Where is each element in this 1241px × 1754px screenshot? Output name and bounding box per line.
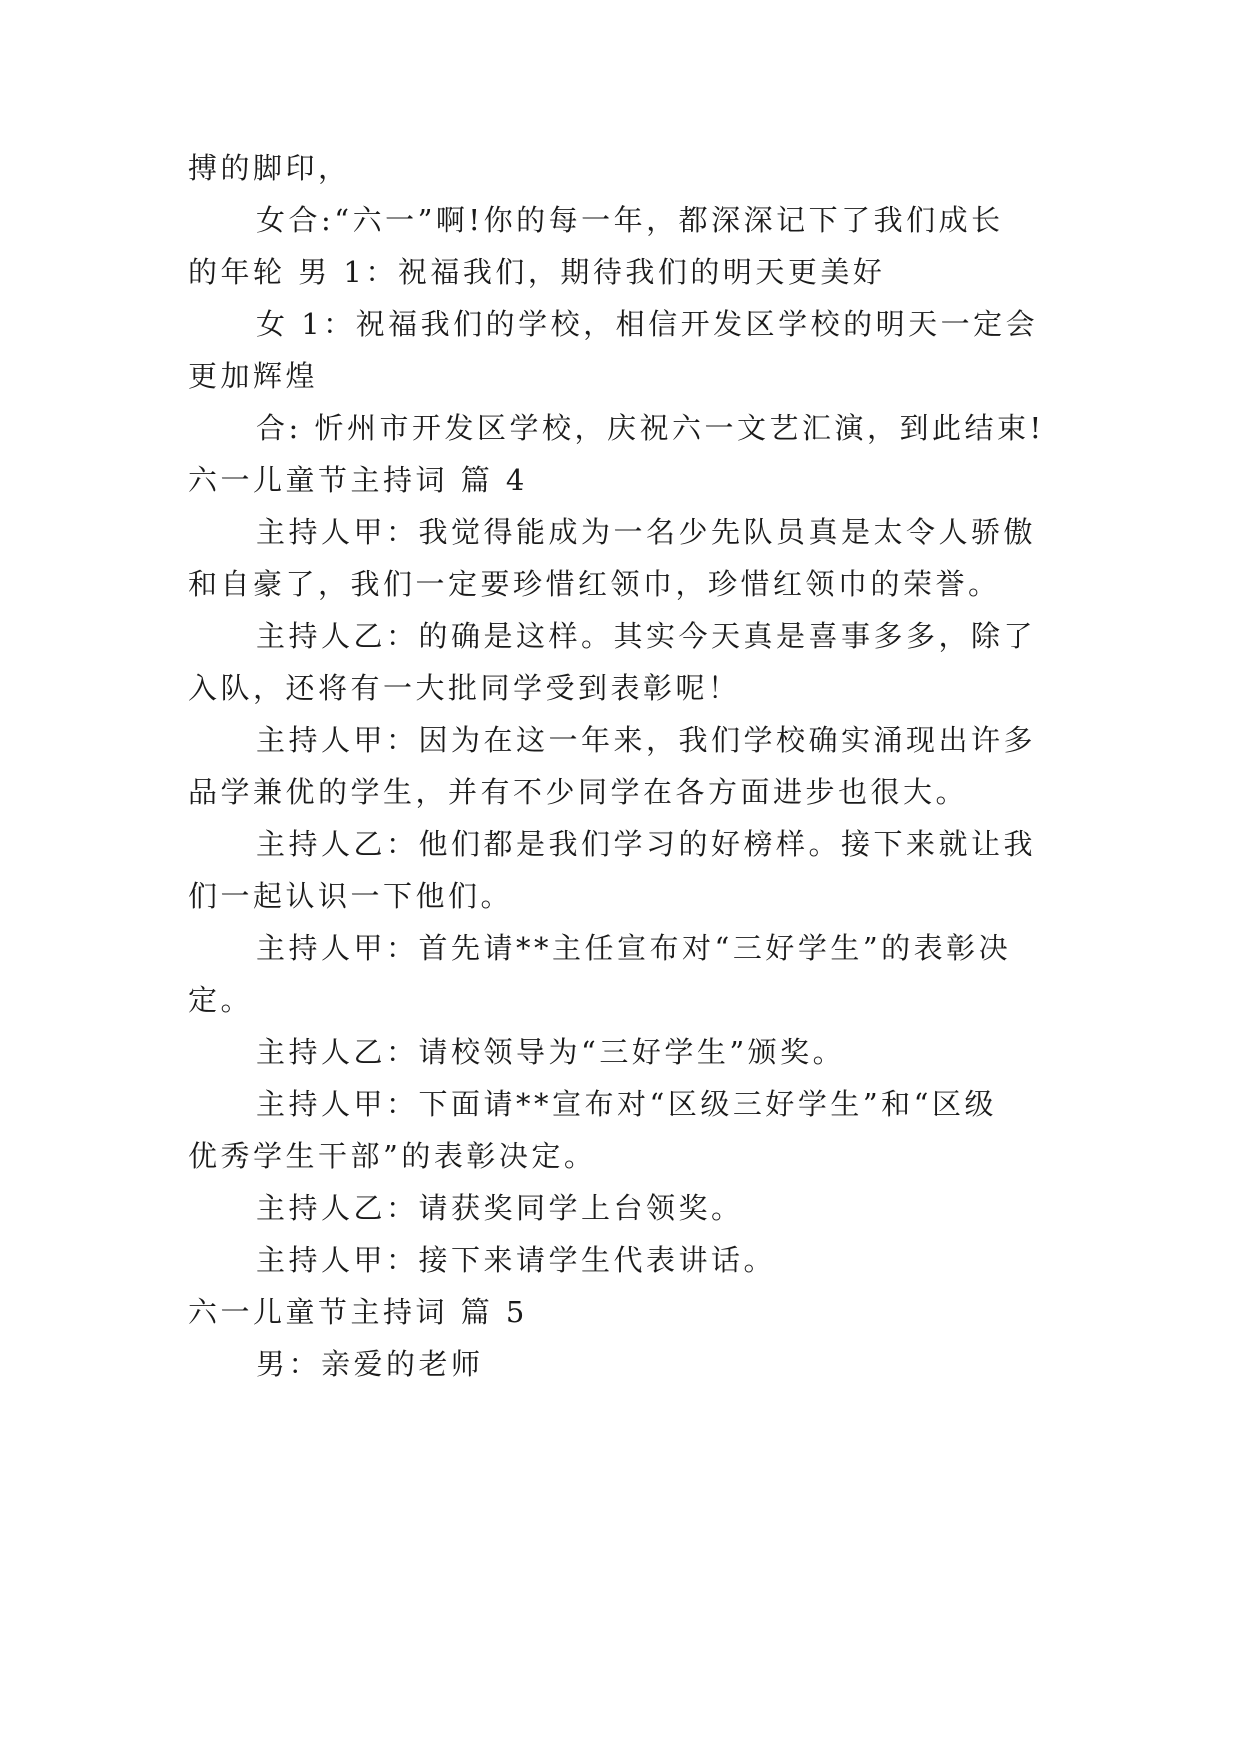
text-line: 主持人甲：下面请**宣布对“区级三好学生”和“区级 xyxy=(256,1087,997,1121)
text-line: 主持人甲：接下来请学生代表讲话。 xyxy=(256,1243,777,1277)
text-line: 的年轮 男 1：祝福我们，期待我们的明天更美好 xyxy=(188,255,886,289)
text-line: 更加辉煌 xyxy=(188,359,319,393)
text-line: 优秀学生干部”的表彰决定。 xyxy=(188,1139,597,1173)
text-line: 主持人乙：他们都是我们学习的好榜样。接下来就让我 xyxy=(256,827,1037,861)
text-line: 主持人乙：请校领导为“三好学生”颁奖。 xyxy=(256,1035,846,1069)
text-line: 女合:“六一”啊!你的每一年，都深深记下了我们成长 xyxy=(256,203,1004,237)
text-line: 主持人甲：因为在这一年来，我们学校确实涌现出许多 xyxy=(256,723,1037,757)
section-heading: 六一儿童节主持词 篇 5 xyxy=(188,1295,528,1329)
text-line: 女 1：祝福我们的学校，相信开发区学校的明天一定会 xyxy=(256,307,1039,341)
text-line: 合: 忻州市开发区学校，庆祝六一文艺汇演，到此结束! xyxy=(256,411,1045,445)
text-line: 入队，还将有一大批同学受到表彰呢！ xyxy=(188,671,741,705)
text-line: 主持人乙：的确是这样。其实今天真是喜事多多，除了 xyxy=(256,619,1037,653)
text-line: 和自豪了，我们一定要珍惜红领巾，珍惜红领巾的荣誉。 xyxy=(188,567,1001,601)
text-line: 主持人乙：请获奖同学上台领奖。 xyxy=(256,1191,744,1225)
text-line: 定。 xyxy=(188,983,254,1017)
text-line: 品学兼优的学生，并有不少同学在各方面进步也很大。 xyxy=(188,775,969,809)
text-line: 搏的脚印， xyxy=(188,151,351,185)
text-line: 男：亲爱的老师 xyxy=(256,1347,484,1381)
text-line: 主持人甲：我觉得能成为一名少先队员真是太令人骄傲 xyxy=(256,515,1037,549)
text-line: 主持人甲：首先请**主任宣布对“三好学生”的表彰决 xyxy=(256,931,1012,965)
text-line: 们一起认识一下他们。 xyxy=(188,879,514,913)
section-heading: 六一儿童节主持词 篇 4 xyxy=(188,463,528,497)
